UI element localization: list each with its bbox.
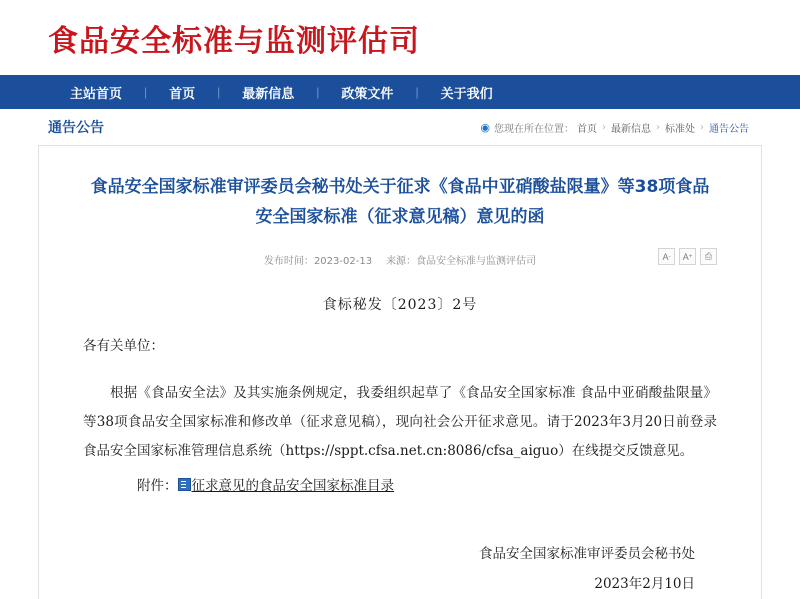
attachment-link[interactable]: 征求意见的食品安全国家标准目录: [191, 478, 394, 494]
article-signature: [83, 539, 717, 599]
breadcrumb-item-current: 通告公告: [709, 123, 749, 135]
publish-label: 发布时间：: [263, 255, 314, 267]
attachment-label: 附件：: [137, 478, 178, 494]
breadcrumb-prefix: 您现在所在位置：: [494, 123, 574, 135]
nav-item-home[interactable]: 首页: [169, 86, 196, 102]
print-glyph: ⎙: [704, 251, 713, 261]
attachment-icon: [178, 478, 191, 491]
article-card: [38, 145, 762, 599]
breadcrumb-item-latest[interactable]: 最新信息: [611, 123, 651, 135]
font-increase-sup: +: [688, 253, 693, 260]
source-label: 来源：: [386, 255, 417, 267]
font-decrease-label: A: [662, 251, 669, 262]
article-tools: [658, 248, 717, 265]
site-header: [0, 0, 800, 75]
print-icon[interactable]: [700, 248, 717, 265]
font-increase-button[interactable]: [679, 248, 696, 265]
signer-name: 食品安全国家标准审评委员会秘书处: [479, 546, 695, 562]
article-paragraph-1: 根据《食品安全法》及其实施条例规定，我委组织起草了《食品安全国家标准 食品中亚硝酸盐限量》等38项食品安全国家标准和修改单（征求意见稿），现向社会公开征求意见。请于2023年3月20日前登录食品安全国家标准管理信息系统（https://sppt.cfsa.net.cn:8086/cfsa_aiguo）在线提交反馈意见。: [83, 385, 717, 459]
main-nav: [0, 75, 800, 109]
nav-item-home-main[interactable]: 主站首页: [70, 86, 123, 102]
breadcrumb-row: [0, 109, 800, 145]
article-salutation: 各有关单位：: [83, 338, 164, 354]
publish-date: 2023-02-13: [313, 255, 373, 267]
breadcrumb-separator: ›: [700, 121, 704, 133]
nav-item-about[interactable]: 关于我们: [440, 86, 493, 102]
article-meta: [83, 248, 717, 270]
article-meta-text: [264, 252, 536, 267]
breadcrumb-item-home[interactable]: 首页: [577, 123, 597, 135]
font-increase-label: A: [682, 251, 689, 262]
font-decrease-button[interactable]: [658, 248, 675, 265]
article-title: 食品安全国家标准审评委员会秘书处关于征求《食品中亚硝酸盐限量》等38项食品安全国家标准（征求意见稿）意见的函: [90, 177, 710, 227]
breadcrumb-separator: ›: [602, 121, 606, 133]
location-pin-icon: ◉: [480, 120, 490, 134]
nav-separator: |: [217, 85, 221, 99]
nav-separator: |: [144, 85, 148, 99]
breadcrumb-separator: ›: [656, 121, 660, 133]
sign-date: 2023年2月10日: [594, 576, 695, 592]
nav-item-latest[interactable]: 最新信息: [242, 86, 295, 102]
attachment-line: [83, 472, 717, 501]
nav-separator: |: [415, 85, 419, 99]
nav-separator: |: [316, 85, 320, 99]
document-number: 食标秘发〔2023〕2号: [322, 297, 478, 313]
source-value: 食品安全标准与监测评估司: [416, 255, 537, 267]
breadcrumb: [480, 120, 752, 135]
site-title: 食品安全标准与监测评估司: [48, 23, 420, 59]
nav-item-policy[interactable]: 政策文件: [341, 86, 394, 102]
page-title: 通告公告: [48, 120, 104, 136]
font-decrease-sup: -: [668, 253, 671, 260]
breadcrumb-item-standards[interactable]: 标准处: [665, 123, 695, 135]
